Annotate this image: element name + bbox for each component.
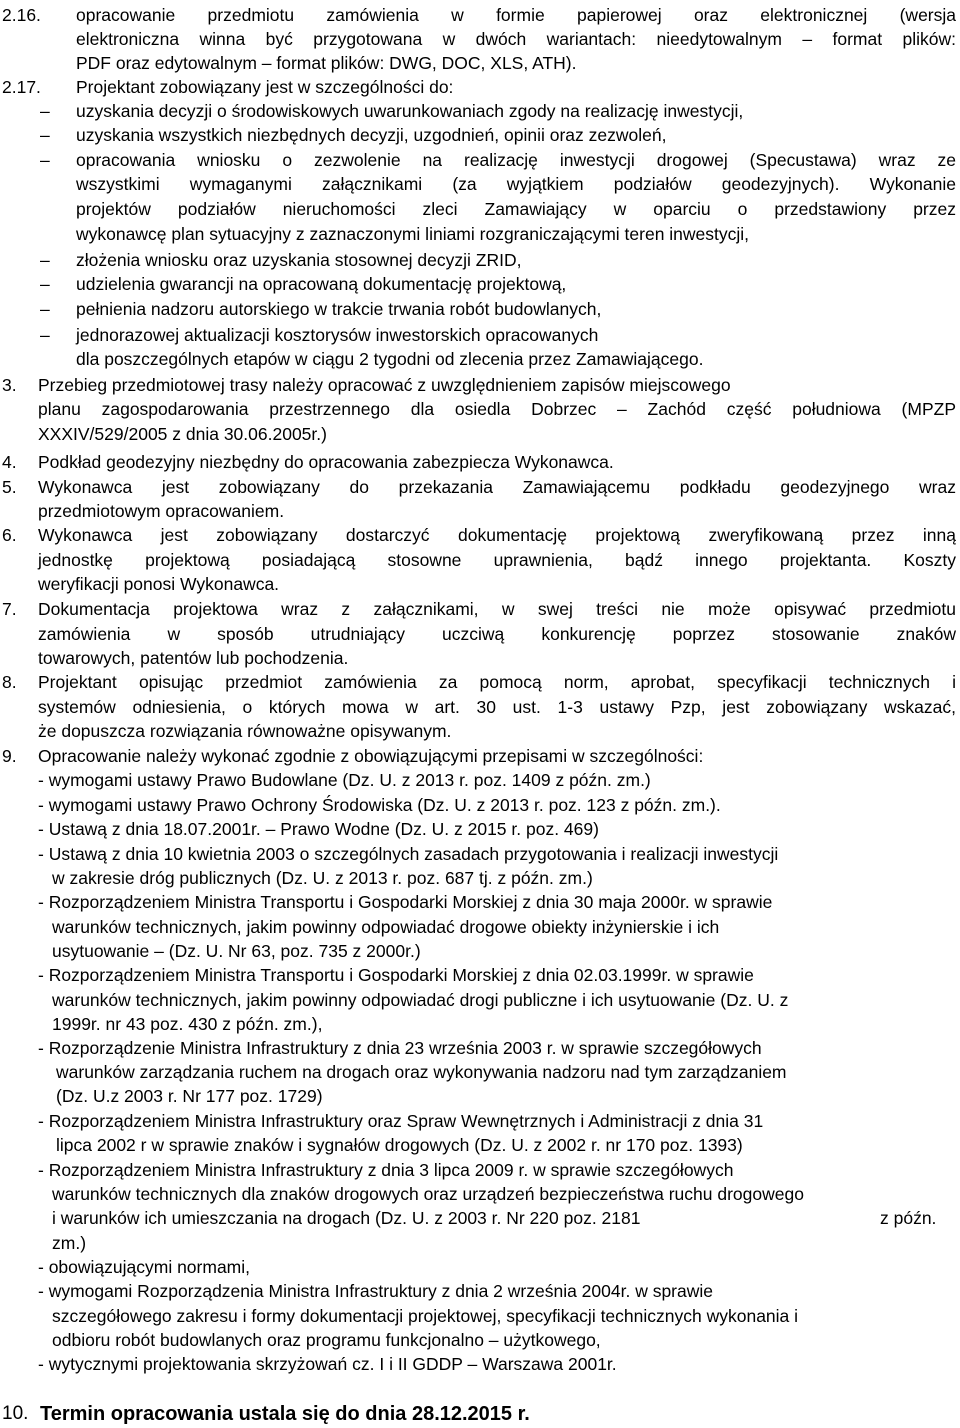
dash-bullet: – (40, 250, 50, 270)
item-number: 7. (2, 599, 17, 619)
regulation-item-cont: i warunków ich umieszczania na drogach (Dz. U. z 2003 r. Nr 220 poz. 2181 (52, 1208, 641, 1228)
paragraph-line: przedmiotowym opracowaniem. (38, 501, 285, 521)
list-item-cont: dla poszczególnych etapów w ciągu 2 tygodni od zlecenia przez Zamawiającego. (76, 349, 704, 369)
list-item-cont: wszystkimi wymaganymi załącznikami (za wyjątkiem podziałów geodezyjnych). Wykonanie (76, 174, 956, 194)
regulation-item-cont: z późn. (880, 1208, 937, 1228)
paragraph-line: Dokumentacja projektowa wraz z załącznikami, w swej treści nie może opisywać przedmiotu (38, 599, 956, 619)
regulation-item-cont: szczegółowego zakresu i formy dokumentacji projektowej, specyfikacji technicznych wykonania i (52, 1306, 799, 1326)
regulation-item-cont: zm.) (52, 1233, 87, 1253)
paragraph-line: jednostkę projektową posiadającą stosowne uprawnienia, bądź innego projektanta. Koszty (38, 550, 956, 570)
paragraph-line: systemów odniesienia, o których mowa w art. 30 ust. 1-3 ustawy Pzp, jest zobowiązany wskazać, (38, 697, 956, 717)
paragraph-line: weryfikacji ponosi Wykonawca. (38, 574, 280, 594)
regulation-item-cont: w zakresie dróg publicznych (Dz. U. z 2013 r. poz. 687 tj. z późn. zm.) (52, 868, 593, 888)
regulation-item: - Rozporządzeniem Ministra Infrastruktury z dnia 3 lipca 2009 r. w sprawie szczegółowych (38, 1160, 734, 1180)
item-number: 4. (2, 452, 17, 472)
regulation-item-cont: lipca 2002 r w sprawie znaków i sygnałów drogowych (Dz. U. z 2002 r. nr 170 poz. 1393) (56, 1135, 743, 1155)
regulation-item-cont: warunków technicznych, jakim powinny odpowiadać drogowe obiekty inżynierskie i ich (52, 917, 720, 937)
regulation-item-cont: odbioru robót budowlanych oraz programu funkcjonalno – użytkowego, (52, 1330, 601, 1350)
list-item: jednorazowej aktualizacji kosztorysów inwestorskich opracowanych (76, 325, 599, 345)
dash-bullet: – (40, 299, 50, 319)
paragraph-line: opracowanie przedmiotu zamówienia w formie papierowej oraz elektronicznej (wersja (76, 5, 956, 25)
item-number: 6. (2, 525, 17, 545)
paragraph-line: elektroniczna winna być przygotowana w dwóch wariantach: nieedytowalnym – format plików: (76, 29, 956, 49)
regulation-item-cont: warunków technicznych, jakim powinny odpowiadać drogi publiczne i ich usytuowanie (Dz. U. z (52, 990, 789, 1010)
regulation-item: - wymogami ustawy Prawo Budowlane (Dz. U. z 2013 r. poz. 1409 z późn. zm.) (38, 770, 651, 790)
item-number: 10. (2, 1403, 29, 1424)
dash-bullet: – (40, 101, 50, 121)
regulation-item: - wymogami ustawy Prawo Ochrony Środowiska (Dz. U. z 2013 r. poz. 123 z późn. zm.). (38, 795, 721, 815)
paragraph-line: Przebieg przedmiotowej trasy należy opracować z uwzględnieniem zapisów miejscowego (38, 375, 731, 395)
paragraph-line: Podkład geodezyjny niezbędny do opracowania zabezpiecza Wykonawca. (38, 452, 614, 472)
section-title: Projektant zobowiązany jest w szczególności do: (76, 77, 454, 97)
list-item: opracowania wniosku o zezwolenie na realizację inwestycji drogowej (Specustawa) wraz ze (76, 150, 956, 170)
regulation-item: - Rozporządzeniem Ministra Transportu i Gospodarki Morskiej z dnia 02.03.1999r. w sprawie (38, 965, 754, 985)
regulation-item: - Ustawą z dnia 10 kwietnia 2003 o szczególnych zasadach przygotowania i realizacji inwestycji (38, 844, 779, 864)
paragraph-line: Wykonawca jest zobowiązany dostarczyć dokumentację projektową zweryfikowaną przez inną (38, 525, 956, 545)
regulation-item: - Rozporządzeniem Ministra Transportu i Gospodarki Morskiej z dnia 30 maja 2000r. w sprawie (38, 892, 773, 912)
regulation-item: - Ustawą z dnia 18.07.2001r. – Prawo Wodne (Dz. U. z 2015 r. poz. 469) (38, 819, 599, 839)
regulation-item-cont: usytuowanie – (Dz. U. Nr 63, poz. 735 z 2000r.) (52, 941, 421, 961)
regulation-item-cont: warunków zarządzania ruchem na drogach oraz wykonywania nadzoru nad tym zarządzaniem (56, 1062, 787, 1082)
regulation-item: - Rozporządzeniem Ministra Infrastruktury oraz Spraw Wewnętrznych i Administracji z dnia 31 (38, 1111, 764, 1131)
dash-bullet: – (40, 125, 50, 145)
item-number: 5. (2, 477, 17, 497)
regulation-item-cont: (Dz. U.z 2003 r. Nr 177 poz. 1729) (56, 1086, 323, 1106)
paragraph-line: planu zagospodarowania przestrzennego dla osiedla Dobrzec – Zachód część południowa (MPZP (38, 399, 956, 419)
list-item: pełnienia nadzoru autorskiego w trakcie trwania robót budowlanych, (76, 299, 602, 319)
item-number: 3. (2, 375, 17, 395)
dash-bullet: – (40, 150, 50, 170)
regulation-item-cont: warunków technicznych dla znaków drogowych oraz urządzeń bezpieczeństwa ruchu drogowego (52, 1184, 804, 1204)
list-item: złożenia wniosku oraz uzyskania stosownej decyzji ZRID, (76, 250, 522, 270)
dash-bullet: – (40, 325, 50, 345)
paragraph-line: XXXIV/529/2005 z dnia 30.06.2005r.) (38, 424, 327, 444)
list-item-cont: projektów podziałów nieruchomości zleci Zamawiający w oparciu o przedstawiony przez (76, 199, 956, 219)
paragraph-line: Wykonawca jest zobowiązany do przekazania Zamawiającemu podkładu geodezyjnego wraz (38, 477, 956, 497)
regulation-item: - wymogami Rozporządzenia Ministra Infrastruktury z dnia 2 września 2004r. w sprawie (38, 1281, 713, 1301)
dash-bullet: – (40, 274, 50, 294)
section-title: Opracowanie należy wykonać zgodnie z obowiązującymi przepisami w szczególności: (38, 746, 704, 766)
list-item: uzyskania decyzji o środowiskowych uwarunkowaniach zgody na realizację inwestycji, (76, 101, 744, 121)
paragraph-line: towarowych, patentów lub pochodzenia. (38, 648, 349, 668)
regulation-item: - wytycznymi projektowania skrzyżowań cz. I i II GDDP – Warszawa 2001r. (38, 1354, 617, 1374)
list-item: udzielenia gwarancji na opracowaną dokumentację projektową, (76, 274, 567, 294)
item-number: 2.16. (2, 5, 41, 25)
list-item-cont: wykonawcę plan sytuacyjny z zaznaczonymi liniami rozgraniczającymi teren inwestycji, (76, 224, 750, 244)
regulation-item-cont: 1999r. nr 43 poz. 430 z późn. zm.), (52, 1014, 323, 1034)
deadline-text: Termin opracowania ustala się do dnia 28.12.2015 r. (40, 1403, 530, 1425)
regulation-item: - obowiązującymi normami, (38, 1257, 251, 1277)
list-item: uzyskania wszystkich niezbędnych decyzji, uzgodnień, opinii oraz zezwoleń, (76, 125, 667, 145)
item-number: 8. (2, 672, 17, 692)
paragraph-line: Projektant opisując przedmiot zamówienia za pomocą norm, aprobat, specyfikacji technicznych i (38, 672, 956, 692)
item-number: 2.17. (2, 77, 41, 97)
paragraph-line: zamówienia w sposób utrudniający uczciwą konkurencję poprzez stosowanie znaków (38, 624, 956, 644)
paragraph-line: że dopuszcza rozwiązania równoważne opisywanym. (38, 721, 452, 741)
paragraph-line: PDF oraz edytowalnym – format plików: DWG, DOC, XLS, ATH). (76, 53, 577, 73)
regulation-item: - Rozporządzenie Ministra Infrastruktury z dnia 23 września 2003 r. w sprawie szczegółowych (38, 1038, 762, 1058)
item-number: 9. (2, 746, 17, 766)
